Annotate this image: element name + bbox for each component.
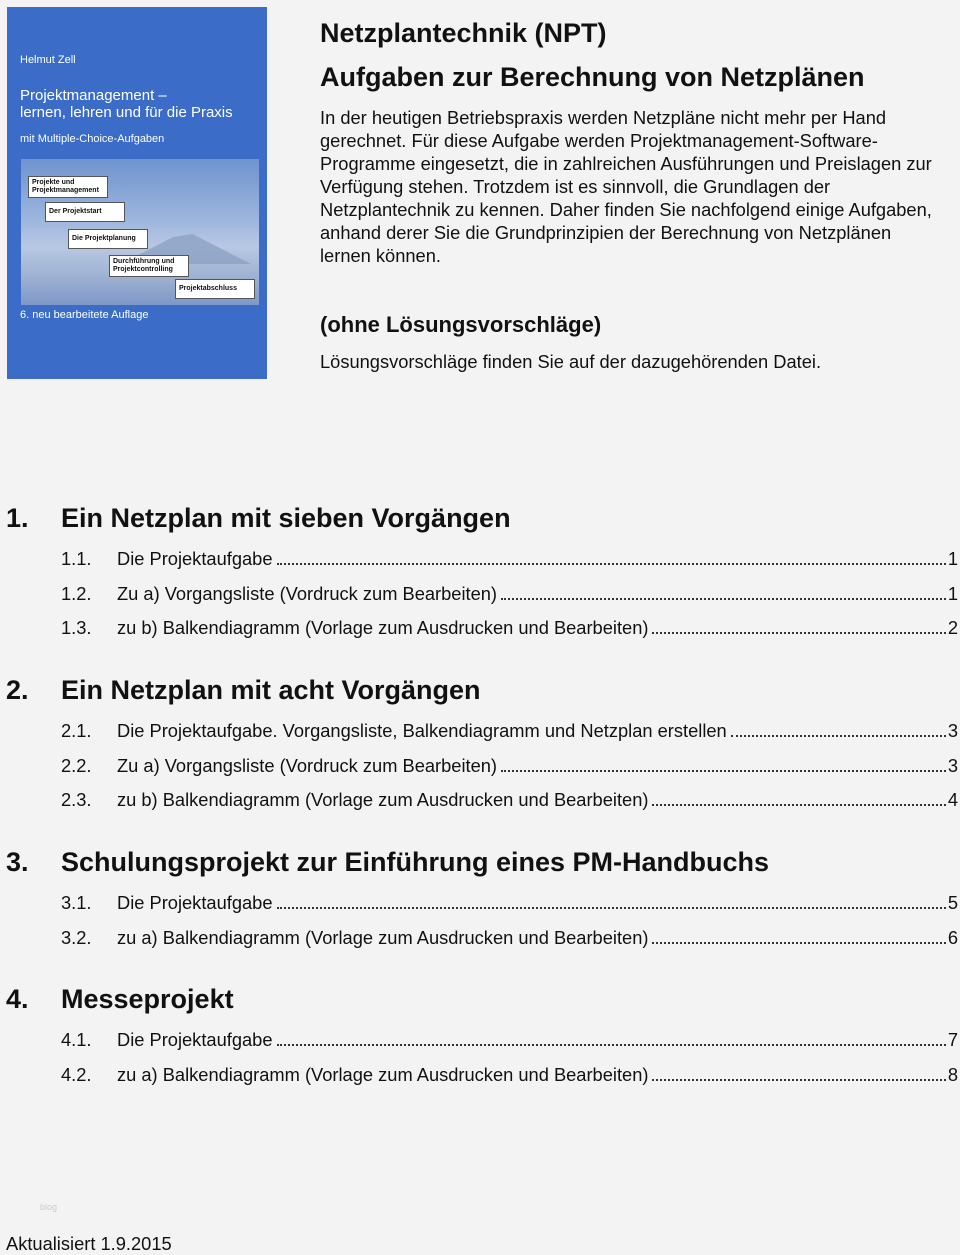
cover-title bbox=[20, 87, 233, 121]
section-heading: (ohne Lösungsvorschläge) bbox=[320, 312, 602, 337]
toc-entry-title: zu b) Balkendiagramm (Vorlage zum Ausdrucken und Bearbeiten) bbox=[117, 789, 649, 811]
book-cover bbox=[7, 7, 267, 379]
toc-entry-title: zu b) Balkendiagramm (Vorlage zum Ausdrucken und Bearbeiten) bbox=[117, 617, 649, 639]
toc-entry-page: 1 bbox=[947, 548, 958, 569]
dot-leader bbox=[652, 804, 945, 806]
toc-heading-title: Ein Netzplan mit sieben Vorgängen bbox=[61, 503, 511, 533]
toc-entry-number: 2.2. bbox=[61, 754, 92, 776]
page-subtitle: Aufgaben zur Berechnung von Netzplänen bbox=[320, 62, 865, 92]
toc-entry-number: 2.3. bbox=[61, 789, 92, 811]
toc-entry-number: 1.2. bbox=[61, 582, 92, 604]
toc-entry-page: 3 bbox=[947, 754, 958, 776]
toc-entry[interactable] bbox=[61, 1064, 958, 1086]
toc-entry-number: 3.1. bbox=[61, 892, 92, 913]
toc-heading-number: 4. bbox=[6, 984, 29, 1014]
toc-entry-title: Die Projektaufgabe bbox=[117, 892, 273, 913]
cover-author: Helmut Zell bbox=[20, 54, 76, 66]
toc-entry-page: 2 bbox=[947, 617, 958, 639]
toc-entry[interactable] bbox=[61, 755, 958, 777]
toc-heading[interactable] bbox=[6, 503, 511, 534]
toc-heading-number: 3. bbox=[6, 847, 29, 877]
toc-entry-page: 6 bbox=[947, 926, 958, 948]
cover-title-line2: lernen, lehren und für die Praxis bbox=[20, 104, 233, 121]
dot-leader bbox=[501, 770, 946, 772]
toc-heading-title: Ein Netzplan mit acht Vorgängen bbox=[61, 675, 481, 705]
toc-entry-title: zu a) Balkendiagramm (Vorlage zum Ausdrucken und Bearbeiten) bbox=[117, 926, 649, 948]
toc-heading-title: Schulungsprojekt zur Einführung eines PM-Handbuchs bbox=[61, 847, 770, 877]
toc-entry-page: 5 bbox=[947, 892, 958, 913]
toc-entry-number: 3.2. bbox=[61, 926, 92, 948]
toc-entry-page: 8 bbox=[947, 1063, 958, 1085]
toc-entry[interactable] bbox=[61, 720, 958, 742]
footer-updated: Aktualisiert 1.9.2015 bbox=[6, 1233, 172, 1254]
toc-entry[interactable] bbox=[61, 1029, 958, 1051]
intro-text: In der heutigen Betriebspraxis werden Netzpläne nicht mehr per Hand gerechnet. Für diese Aufgabe werden Projektmanagement-Software-Programme eingesetzt, die in zahlreichen Ausführungen und Preislagen zur Verfügung stehen. Trotzdem ist es sinnvoll, die Grundlagen der Netzplantechnik zu kennen. Daher finden Sie nachfolgend einige Aufgaben, anhand derer Sie die Grundprinzipien der Berechnung von Netzplänen lernen können. bbox=[320, 107, 932, 266]
toc-entry-number: 1.3. bbox=[61, 617, 92, 639]
toc-entry[interactable] bbox=[61, 617, 958, 639]
phase-box: Der Projektstart bbox=[45, 202, 125, 222]
toc-heading-number: 2. bbox=[6, 675, 29, 705]
phase-box: Projektabschluss bbox=[175, 279, 255, 299]
dot-leader bbox=[277, 563, 946, 565]
page-title: Netzplantechnik (NPT) bbox=[320, 18, 607, 48]
toc-entry-page: 3 bbox=[947, 720, 958, 741]
dot-leader bbox=[652, 942, 945, 944]
phase-box: Durchführung und Projektcontrolling bbox=[109, 255, 189, 277]
toc-heading-title: Messeprojekt bbox=[61, 984, 234, 1014]
toc-entry-title: Die Projektaufgabe. Vorgangsliste, Balkendiagramm und Netzplan erstellen bbox=[117, 720, 727, 741]
toc-entry-number: 2.1. bbox=[61, 720, 92, 741]
toc-entry-page: 4 bbox=[947, 789, 958, 811]
toc-entry[interactable] bbox=[61, 583, 958, 605]
toc-entry-title: Die Projektaufgabe bbox=[117, 1029, 273, 1050]
toc-entry-title: Zu a) Vorgangsliste (Vordruck zum Bearbeiten) bbox=[117, 754, 498, 776]
toc-heading-number: 1. bbox=[6, 503, 29, 533]
dot-leader bbox=[277, 907, 946, 909]
toc-entry-title: Zu a) Vorgangsliste (Vordruck zum Bearbeiten) bbox=[117, 582, 498, 604]
dot-leader bbox=[277, 1044, 946, 1046]
toc-entry-title: Die Projektaufgabe bbox=[117, 548, 273, 569]
toc-heading[interactable] bbox=[6, 847, 769, 878]
cover-subtitle: mit Multiple-Choice-Aufgaben bbox=[20, 133, 165, 145]
toc-heading[interactable] bbox=[6, 984, 234, 1015]
phase-box: Projekte und Projektmanagement bbox=[28, 176, 108, 198]
cover-photo bbox=[21, 159, 259, 305]
toc-entry-title: zu a) Balkendiagramm (Vorlage zum Ausdrucken und Bearbeiten) bbox=[117, 1063, 649, 1085]
dot-leader bbox=[652, 632, 945, 634]
solutions-note: Lösungsvorschläge finden Sie auf der dazugehörenden Datei. bbox=[320, 351, 822, 372]
toc-entry-number: 4.1. bbox=[61, 1029, 92, 1050]
toc-entry-page: 1 bbox=[947, 582, 958, 604]
cover-edition: 6. neu bearbeitete Auflage bbox=[20, 309, 149, 321]
dot-leader bbox=[652, 1079, 945, 1081]
cover-title-line1: Projektmanagement – bbox=[20, 87, 167, 104]
dot-leader bbox=[731, 735, 946, 737]
toc-heading[interactable] bbox=[6, 675, 481, 706]
dot-leader bbox=[501, 598, 946, 600]
toc-entry[interactable] bbox=[61, 789, 958, 811]
toc-entry-page: 7 bbox=[947, 1029, 958, 1050]
toc-entry[interactable] bbox=[61, 892, 958, 914]
watermark: blog bbox=[40, 1202, 58, 1212]
toc-entry-number: 1.1. bbox=[61, 548, 92, 569]
toc-entry-number: 4.2. bbox=[61, 1063, 92, 1085]
phase-box: Die Projektplanung bbox=[68, 229, 148, 249]
toc-entry[interactable] bbox=[61, 548, 958, 570]
toc-entry[interactable] bbox=[61, 927, 958, 949]
